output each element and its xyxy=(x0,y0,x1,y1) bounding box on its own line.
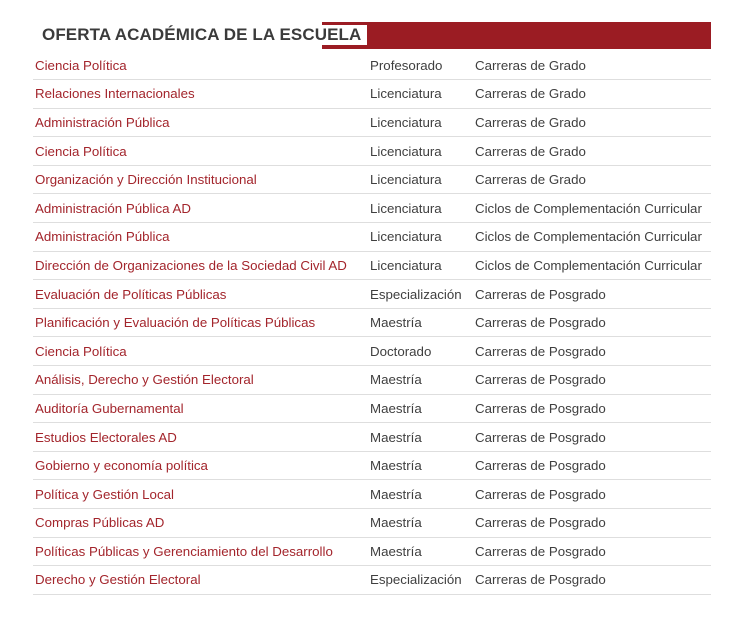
section-header xyxy=(33,22,711,49)
program-level-cell: Licenciatura xyxy=(370,172,442,188)
program-category-cell: Carreras de Posgrado xyxy=(475,343,606,359)
program-name-cell xyxy=(33,308,366,337)
program-level-cell: Licenciatura xyxy=(370,257,442,273)
program-category-cell: Ciclos de Complementación Curricular xyxy=(475,200,702,216)
table-row xyxy=(33,423,711,452)
program-level-cell: Licenciatura xyxy=(370,143,442,159)
program-name-cell xyxy=(33,108,366,137)
program-link[interactable]: Administración Pública AD xyxy=(35,200,191,216)
program-category-cell: Carreras de Posgrado xyxy=(475,400,606,416)
program-category-cell: Carreras de Grado xyxy=(475,114,586,130)
table-row xyxy=(33,194,711,223)
program-link[interactable]: Administración Pública xyxy=(35,114,170,130)
program-link[interactable]: Gobierno y economía política xyxy=(35,458,208,474)
program-category-cell: Carreras de Posgrado xyxy=(475,543,606,559)
program-category-cell: Ciclos de Complementación Curricular xyxy=(475,257,702,273)
program-level-cell: Maestría xyxy=(370,315,422,331)
program-name-cell xyxy=(33,223,366,252)
program-link[interactable]: Estudios Electorales AD xyxy=(35,429,177,445)
program-name-cell xyxy=(33,337,366,366)
program-link[interactable]: Evaluación de Políticas Públicas xyxy=(35,286,227,302)
program-name-cell xyxy=(33,366,366,395)
program-level-cell: Especialización xyxy=(370,286,462,302)
program-category-cell: Carreras de Posgrado xyxy=(475,515,606,531)
program-link[interactable]: Organización y Dirección Institucional xyxy=(35,172,257,188)
program-category-cell: Carreras de Grado xyxy=(475,172,586,188)
program-link[interactable]: Auditoría Gubernamental xyxy=(35,400,184,416)
program-name-cell xyxy=(33,137,366,166)
program-link[interactable]: Dirección de Organizaciones de la Sociedad Civil AD xyxy=(35,257,347,273)
program-link[interactable]: Relaciones Internacionales xyxy=(35,86,195,102)
program-category-cell: Carreras de Posgrado xyxy=(475,372,606,388)
program-level-cell: Maestría xyxy=(370,372,422,388)
table-row xyxy=(33,366,711,395)
program-name-cell xyxy=(33,566,366,595)
program-level-cell: Maestría xyxy=(370,429,422,445)
header-accent-bar xyxy=(322,22,711,49)
academic-offer-section xyxy=(33,22,711,595)
program-name-cell xyxy=(33,423,366,452)
program-category-cell: Carreras de Posgrado xyxy=(475,286,606,302)
table-row xyxy=(33,80,711,109)
program-level-cell: Maestría xyxy=(370,486,422,502)
program-name-cell xyxy=(33,280,366,309)
programs-table-body xyxy=(33,51,711,594)
table-row xyxy=(33,223,711,252)
table-row xyxy=(33,537,711,566)
program-category-cell: Carreras de Posgrado xyxy=(475,486,606,502)
program-category-cell: Carreras de Grado xyxy=(475,86,586,102)
program-name-cell xyxy=(33,251,366,280)
table-row xyxy=(33,108,711,137)
program-level-cell: Profesorado xyxy=(370,57,443,73)
table-row xyxy=(33,51,711,80)
program-level-cell: Licenciatura xyxy=(370,229,442,245)
table-row xyxy=(33,337,711,366)
program-name-cell xyxy=(33,509,366,538)
table-row xyxy=(33,308,711,337)
table-row xyxy=(33,394,711,423)
table-row xyxy=(33,480,711,509)
program-level-cell: Maestría xyxy=(370,458,422,474)
program-link[interactable]: Ciencia Política xyxy=(35,57,127,73)
program-category-cell: Carreras de Posgrado xyxy=(475,429,606,445)
program-link[interactable]: Planificación y Evaluación de Políticas Públicas xyxy=(35,315,316,331)
program-level-cell: Licenciatura xyxy=(370,200,442,216)
program-category-cell: Carreras de Posgrado xyxy=(475,315,606,331)
table-row xyxy=(33,251,711,280)
table-row xyxy=(33,451,711,480)
table-row xyxy=(33,165,711,194)
program-name-cell xyxy=(33,451,366,480)
program-category-cell: Carreras de Posgrado xyxy=(475,458,606,474)
program-link[interactable]: Compras Públicas AD xyxy=(35,515,165,531)
program-link[interactable]: Derecho y Gestión Electoral xyxy=(35,572,201,588)
program-link[interactable]: Administración Pública xyxy=(35,229,170,245)
program-category-cell: Ciclos de Complementación Curricular xyxy=(475,229,702,245)
program-level-cell: Maestría xyxy=(370,515,422,531)
program-name-cell xyxy=(33,51,366,80)
table-row xyxy=(33,280,711,309)
program-link[interactable]: Análisis, Derecho y Gestión Electoral xyxy=(35,372,254,388)
section-title: OFERTA ACADÉMICA DE LA ESCUELA xyxy=(42,25,367,45)
program-name-cell xyxy=(33,537,366,566)
program-category-cell: Carreras de Grado xyxy=(475,57,586,73)
program-category-cell: Carreras de Posgrado xyxy=(475,572,606,588)
programs-table xyxy=(33,51,711,595)
program-level-cell: Doctorado xyxy=(370,343,432,359)
program-name-cell xyxy=(33,480,366,509)
program-name-cell xyxy=(33,165,366,194)
table-row xyxy=(33,566,711,595)
program-level-cell: Licenciatura xyxy=(370,86,442,102)
program-link[interactable]: Políticas Públicas y Gerenciamiento del Desarrollo xyxy=(35,543,333,559)
table-row xyxy=(33,509,711,538)
program-level-cell: Maestría xyxy=(370,543,422,559)
program-level-cell: Maestría xyxy=(370,400,422,416)
program-link[interactable]: Ciencia Política xyxy=(35,143,127,159)
program-name-cell xyxy=(33,80,366,109)
table-row xyxy=(33,137,711,166)
program-link[interactable]: Ciencia Política xyxy=(35,343,127,359)
program-level-cell: Licenciatura xyxy=(370,114,442,130)
program-level-cell: Especialización xyxy=(370,572,462,588)
program-name-cell xyxy=(33,394,366,423)
program-link[interactable]: Política y Gestión Local xyxy=(35,486,174,502)
program-name-cell xyxy=(33,194,366,223)
program-category-cell: Carreras de Grado xyxy=(475,143,586,159)
